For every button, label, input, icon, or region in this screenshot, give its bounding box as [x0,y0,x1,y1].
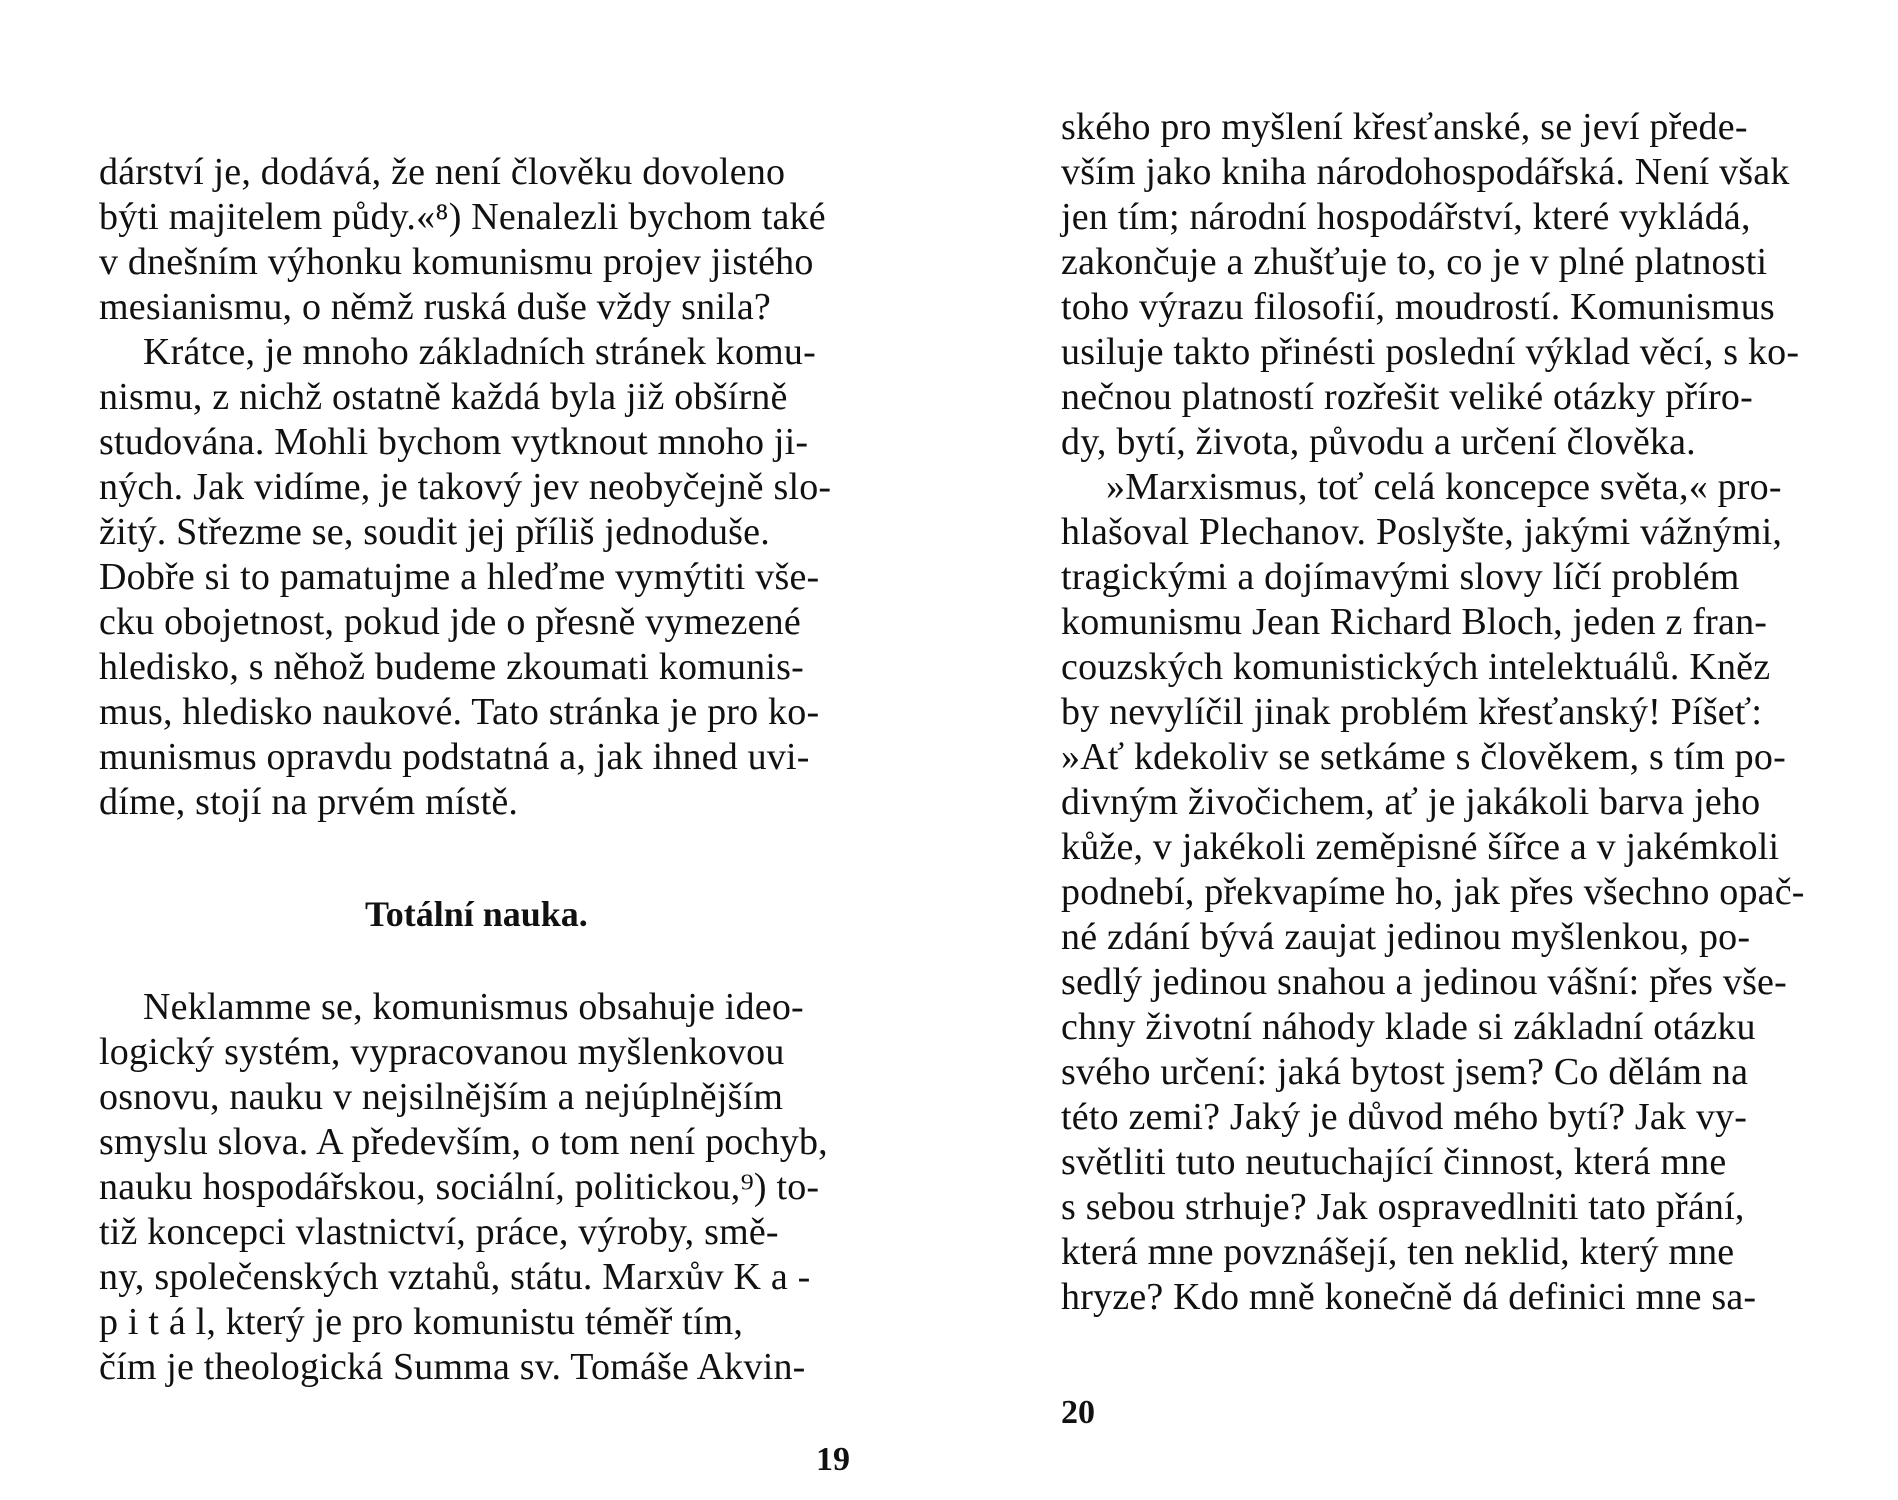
text-line: smyslu slova. A především, o tom není pochyb, [99,1121,828,1163]
text-line: cku obojetnost, pokud jde o přesně vymezené [99,601,801,643]
text-line: studována. Mohli bychom vytknout mnoho ji- [99,421,809,463]
text-line: nauku hospodářskou, sociální, politickou,⁹) to- [99,1166,820,1208]
text-line: ny, společenských vztahů, státu. Marxův K a - [99,1256,811,1298]
text-line: jen tím; národní hospodářství, které vykládá, [1061,196,1751,238]
text-line: Krátce, je mnoho základních stránek komu- [143,331,816,373]
text-line: světliti tuto neutuchající činnost, která mne [1061,1141,1727,1183]
text-line: hlašoval Plechanov. Poslyšte, jakými vážnými, [1061,511,1783,553]
text-line: munismus opravdu podstatná a, jak ihned uvi- [99,736,810,778]
text-line: usiluje takto přinésti poslední výklad věcí, s ko- [1061,331,1800,373]
text-line: by nevylíčil jinak problém křesťanský! Píšeť: [1061,691,1763,733]
text-line: hledisko, s něhož budeme zkoumati komunis- [99,646,804,688]
text-line: žitý. Střezme se, soudit jej příliš jednoduše. [99,511,770,553]
text-line: dy, bytí, života, původu a určení člověka. [1061,421,1696,463]
page-number: 20 [1061,1394,1095,1431]
text-line: sedlý jedinou snahou a jedinou vášní: přes vše- [1061,961,1787,1003]
text-line: chny životní náhody klade si základní otázku [1061,1006,1756,1048]
text-line: tiž koncepci vlastnictví, práce, výroby, smě- [99,1211,779,1253]
text-line: »Marxismus, toť celá koncepce světa,« pro- [1106,466,1782,508]
text-line: s sebou strhuje? Jak ospravedlniti tato přání, [1061,1186,1745,1228]
text-line: dárství je, dodává, že není člověku dovoleno [99,151,786,193]
text-line: mesianismu, o němž ruská duše vždy snila? [99,286,771,328]
text-line: ných. Jak vidíme, je takový jev neobyčejně slo- [99,466,832,508]
text-line: vším jako kniha národohospodářská. Není však [1061,151,1790,193]
text-line: v dnešním výhonku komunismu projev jistého [99,241,814,283]
text-line: býti majitelem půdy.«⁸) Nenalezli bychom také [99,196,826,238]
text-line: couzských komunistických intelektuálů. Kněz [1061,646,1771,688]
text-line: zakončuje a zhušťuje to, co je v plné platnosti [1061,241,1768,283]
section-heading: Totální nauka. [365,894,588,934]
page-number: 19 [816,1441,850,1478]
text-line: divným živočichem, ať je jakákoli barva jeho [1061,781,1761,823]
text-line: hryze? Kdo mně konečně dá definici mne sa- [1061,1276,1757,1318]
text-line: této zemi? Jaký je důvod mého bytí? Jak vy- [1061,1096,1748,1138]
text-line: komunismu Jean Richard Bloch, jeden z fran- [1061,601,1768,643]
text-line: »Ať kdekoliv se setkáme s člověkem, s tím po- [1061,736,1786,778]
text-line: která mne povznášejí, ten neklid, který mne [1061,1231,1735,1273]
text-line: kůže, v jakékoli zeměpisné šířce a v jakémkoli [1061,826,1780,868]
text-line: osnovu, nauku v nejsilnějším a nejúplnějším [99,1076,784,1118]
text-line: toho výrazu filosofií, moudrostí. Komunismus [1061,286,1775,328]
text-line: podnebí, překvapíme ho, jak přes všechno opač- [1061,871,1805,913]
text-line: svého určení: jaká bytost jsem? Co dělám na [1061,1051,1749,1093]
text-line: mus, hledisko naukové. Tato stránka je pro ko- [99,691,820,733]
text-line: ského pro myšlení křesťanské, se jeví přede- [1061,106,1748,148]
text-line: nečnou platností rozřešit veliké otázky příro- [1061,376,1753,418]
text-line: Dobře si to pamatujme a hleďme vymýtiti vše- [99,556,820,598]
text-line: nismu, z nichž ostatně každá byla již obšírně [99,376,788,418]
right-page [949,0,1898,1500]
text-line: čím je theologická Summa sv. Tomáše Akvin- [99,1346,806,1388]
text-line: logický systém, vypracovanou myšlenkovou [99,1031,785,1073]
text-line: né zdání bývá zaujat jedinou myšlenkou, po- [1061,916,1751,958]
text-line: p i t á l, který je pro komunistu téměř tím, [99,1301,744,1343]
text-line: Neklamme se, komunismus obsahuje ideo- [143,986,804,1028]
text-line: tragickými a dojímavými slovy líčí problém [1061,556,1740,598]
text-line: díme, stojí na prvém místě. [99,781,519,823]
